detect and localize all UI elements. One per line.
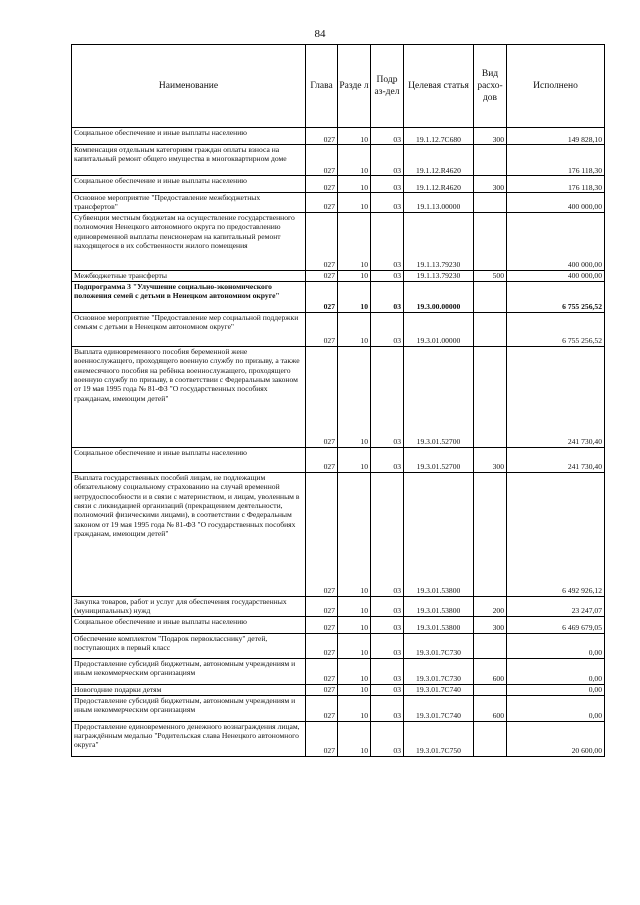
target-article-cell: 19.3.01.53800: [404, 616, 474, 633]
target-article-cell: 19.1.13.00000: [404, 193, 474, 213]
executed-amount-cell: 0,00: [507, 684, 605, 695]
executed-amount-cell: 6 492 926,12: [507, 472, 605, 596]
razdel-cell: 10: [338, 658, 371, 684]
executed-amount-cell: 176 118,30: [507, 176, 605, 193]
razdel-cell: 10: [338, 596, 371, 616]
table-row: [72, 447, 605, 472]
glava-cell: 027: [306, 270, 338, 281]
executed-amount-cell: 149 828,10: [507, 128, 605, 145]
glava-cell: 027: [306, 472, 338, 596]
table-header-row: [72, 45, 605, 128]
table-row: [72, 346, 605, 447]
target-article-cell: 19.1.13.79230: [404, 212, 474, 270]
row-name-cell: Обеспечение комплектом "Подарок первокласснику" детей, поступающих в первый класс: [72, 633, 306, 658]
table-row: [72, 193, 605, 213]
expense-type-cell: 300: [474, 616, 507, 633]
glava-cell: 027: [306, 128, 338, 145]
expense-type-cell: [474, 212, 507, 270]
podrazdel-cell: 03: [371, 695, 404, 721]
table-row: [72, 270, 605, 281]
expense-type-cell: 300: [474, 128, 507, 145]
podrazdel-cell: 03: [371, 633, 404, 658]
executed-amount-cell: 400 000,00: [507, 193, 605, 213]
table-row: [72, 312, 605, 346]
glava-cell: 027: [306, 281, 338, 312]
table-row: [72, 128, 605, 145]
expense-type-cell: 300: [474, 176, 507, 193]
header-expense-type: Вид расхо- дов: [474, 45, 507, 128]
podrazdel-cell: 03: [371, 145, 404, 176]
razdel-cell: 10: [338, 176, 371, 193]
glava-cell: 027: [306, 176, 338, 193]
target-article-cell: 19.3.01.7С730: [404, 633, 474, 658]
table-body: [72, 128, 605, 757]
podrazdel-cell: 03: [371, 270, 404, 281]
expense-type-cell: [474, 312, 507, 346]
executed-amount-cell: 241 730,40: [507, 447, 605, 472]
expense-type-cell: 500: [474, 270, 507, 281]
target-article-cell: 19.3.01.52700: [404, 447, 474, 472]
executed-amount-cell: 20 600,00: [507, 721, 605, 756]
glava-cell: 027: [306, 684, 338, 695]
row-name-cell: Подпрограмма 3 "Улучшение социально-экономического положения семей с детьми в Ненецком автономном округе": [72, 281, 306, 312]
header-razdel: Разде л: [338, 45, 371, 128]
razdel-cell: 10: [338, 193, 371, 213]
glava-cell: 027: [306, 616, 338, 633]
glava-cell: 027: [306, 346, 338, 447]
page-number: 84: [314, 28, 326, 40]
executed-amount-cell: 0,00: [507, 633, 605, 658]
table-row: [72, 616, 605, 633]
target-article-cell: 19.1.12.R4620: [404, 145, 474, 176]
podrazdel-cell: 03: [371, 128, 404, 145]
target-article-cell: 19.3.01.53800: [404, 472, 474, 596]
expense-type-cell: [474, 346, 507, 447]
glava-cell: 027: [306, 695, 338, 721]
podrazdel-cell: 03: [371, 658, 404, 684]
executed-amount-cell: 400 000,00: [507, 212, 605, 270]
header-executed: Исполнено: [507, 45, 605, 128]
expense-type-cell: [474, 721, 507, 756]
executed-amount-cell: 0,00: [507, 695, 605, 721]
razdel-cell: 10: [338, 270, 371, 281]
podrazdel-cell: 03: [371, 721, 404, 756]
podrazdel-cell: 03: [371, 176, 404, 193]
row-name-cell: Субвенции местным бюджетам на осуществление государственного полномочия Ненецкого автономного округа по предоставлению единовременной выплаты пенсионерам на капитальный ремонт находящегося в их собственности жилого помещения: [72, 212, 306, 270]
table-row: [72, 684, 605, 695]
glava-cell: 027: [306, 145, 338, 176]
razdel-cell: 10: [338, 145, 371, 176]
glava-cell: 027: [306, 447, 338, 472]
executed-amount-cell: 400 000,00: [507, 270, 605, 281]
razdel-cell: 10: [338, 312, 371, 346]
row-name-cell: Предоставление субсидий бюджетным, автономным учреждениям и иным некоммерческим организациям: [72, 658, 306, 684]
executed-amount-cell: 6 755 256,52: [507, 312, 605, 346]
podrazdel-cell: 03: [371, 616, 404, 633]
row-name-cell: Основное мероприятие "Предоставление мер социальной поддержки семьям с детьми в Ненецком автономном округе": [72, 312, 306, 346]
target-article-cell: 19.3.00.00000: [404, 281, 474, 312]
podrazdel-cell: 03: [371, 312, 404, 346]
row-name-cell: Социальное обеспечение и иные выплаты населению: [72, 447, 306, 472]
row-name-cell: Социальное обеспечение и иные выплаты населению: [72, 176, 306, 193]
razdel-cell: 10: [338, 281, 371, 312]
glava-cell: 027: [306, 212, 338, 270]
header-glava: Глава: [306, 45, 338, 128]
podrazdel-cell: 03: [371, 447, 404, 472]
target-article-cell: 19.1.12.7С680: [404, 128, 474, 145]
table-row: [72, 281, 605, 312]
row-name-cell: Основное мероприятие "Предоставление межбюджетных трансфертов": [72, 193, 306, 213]
razdel-cell: 10: [338, 633, 371, 658]
glava-cell: 027: [306, 193, 338, 213]
expense-type-cell: 600: [474, 658, 507, 684]
podrazdel-cell: 03: [371, 684, 404, 695]
executed-amount-cell: 0,00: [507, 658, 605, 684]
expense-type-cell: [474, 684, 507, 695]
executed-amount-cell: 176 118,30: [507, 145, 605, 176]
table-row: [72, 695, 605, 721]
target-article-cell: 19.3.01.52700: [404, 346, 474, 447]
razdel-cell: 10: [338, 212, 371, 270]
expense-type-cell: 300: [474, 447, 507, 472]
row-name-cell: Предоставление единовременного денежного вознаграждения лицам, награждённым медалью "Родительская слава Ненецкого автономного округа": [72, 721, 306, 756]
executed-amount-cell: 241 730,40: [507, 346, 605, 447]
target-article-cell: 19.3.01.00000: [404, 312, 474, 346]
target-article-cell: 19.3.01.53800: [404, 596, 474, 616]
table-row: [72, 721, 605, 756]
table-row: [72, 596, 605, 616]
table-row: [72, 212, 605, 270]
expense-type-cell: [474, 633, 507, 658]
header-name: Наименование: [72, 45, 306, 128]
razdel-cell: 10: [338, 695, 371, 721]
row-name-cell: Выплата единовременного пособия беременной жене военнослужащего, проходящего военную службу по призыву, а также ежемесячного пособия на ребёнка военнослужащего, проходящего военную службу по призыву, в соответствии с Федеральным законом от 19 мая 1995 года № 81-ФЗ "О государственных пособиях гражданам, имеющим детей": [72, 346, 306, 447]
row-name-cell: Закупка товаров, работ и услуг для обеспечения государственных (муниципальных) нужд: [72, 596, 306, 616]
razdel-cell: 10: [338, 447, 371, 472]
glava-cell: 027: [306, 596, 338, 616]
table-row: [72, 176, 605, 193]
glava-cell: 027: [306, 721, 338, 756]
header-podrazdel: Подр аз-дел: [371, 45, 404, 128]
glava-cell: 027: [306, 633, 338, 658]
razdel-cell: 10: [338, 472, 371, 596]
target-article-cell: 19.1.12.R4620: [404, 176, 474, 193]
razdel-cell: 10: [338, 616, 371, 633]
expense-type-cell: [474, 472, 507, 596]
header-target-article: Целевая статья: [404, 45, 474, 128]
razdel-cell: 10: [338, 721, 371, 756]
expense-type-cell: [474, 281, 507, 312]
podrazdel-cell: 03: [371, 193, 404, 213]
expense-type-cell: [474, 193, 507, 213]
row-name-cell: Социальное обеспечение и иные выплаты населению: [72, 128, 306, 145]
expense-type-cell: 600: [474, 695, 507, 721]
expense-type-cell: [474, 145, 507, 176]
row-name-cell: Социальное обеспечение и иные выплаты населению: [72, 616, 306, 633]
podrazdel-cell: 03: [371, 472, 404, 596]
row-name-cell: Предоставление субсидий бюджетным, автономным учреждениям и иным некоммерческим организациям: [72, 695, 306, 721]
table-row: [72, 633, 605, 658]
target-article-cell: 19.3.01.7С740: [404, 684, 474, 695]
table-row: [72, 472, 605, 596]
razdel-cell: 10: [338, 128, 371, 145]
row-name-cell: Новогодние подарки детям: [72, 684, 306, 695]
table-row: [72, 658, 605, 684]
table-row: [72, 145, 605, 176]
target-article-cell: 19.3.01.7С730: [404, 658, 474, 684]
row-name-cell: Компенсация отдельным категориям граждан оплаты взноса на капитальный ремонт общего имущества в многоквартирном доме: [72, 145, 306, 176]
target-article-cell: 19.1.13.79230: [404, 270, 474, 281]
glava-cell: 027: [306, 312, 338, 346]
row-name-cell: Выплата государственных пособий лицам, не подлежащим обязательному социальному страхованию на случай временной нетрудоспособности и в связи с материнством, и лицам, уволенным в связи с ликвидацией организаций (прекращением деятельности, полномочий физическими лицами), в соответствии с Федеральным законом от 19 мая 1995 года № 81-ФЗ "О государственных пособиях гражданам, имеющим детей": [72, 472, 306, 596]
executed-amount-cell: 23 247,07: [507, 596, 605, 616]
expense-type-cell: 200: [474, 596, 507, 616]
target-article-cell: 19.3.01.7С740: [404, 695, 474, 721]
podrazdel-cell: 03: [371, 346, 404, 447]
podrazdel-cell: 03: [371, 596, 404, 616]
row-name-cell: Межбюджетные трансферты: [72, 270, 306, 281]
executed-amount-cell: 6 755 256,52: [507, 281, 605, 312]
executed-amount-cell: 6 469 679,05: [507, 616, 605, 633]
podrazdel-cell: 03: [371, 281, 404, 312]
target-article-cell: 19.3.01.7С750: [404, 721, 474, 756]
razdel-cell: 10: [338, 346, 371, 447]
razdel-cell: 10: [338, 684, 371, 695]
podrazdel-cell: 03: [371, 212, 404, 270]
budget-execution-table: [71, 44, 605, 757]
glava-cell: 027: [306, 658, 338, 684]
